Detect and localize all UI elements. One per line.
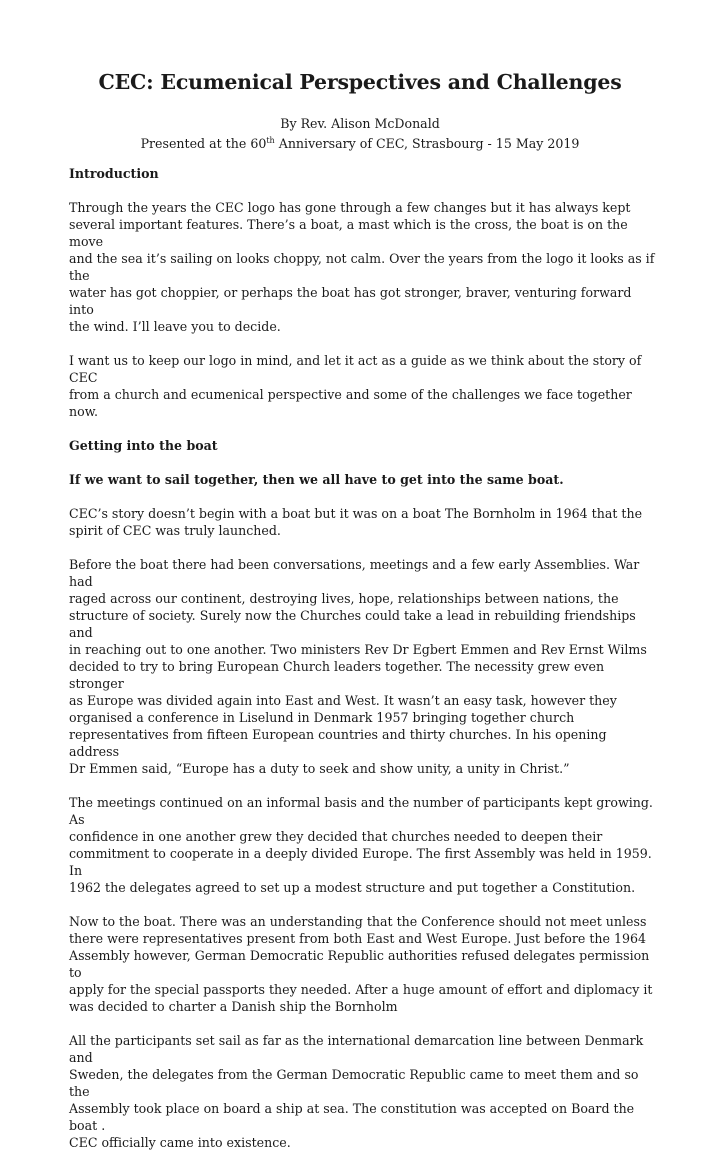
byline xyxy=(69,115,651,152)
presented-suffix: Anniversary of CEC, Strasbourg - 15 May 2019 xyxy=(274,136,580,151)
presented-prefix: Presented at the 60 xyxy=(140,136,267,151)
paragraph: I want us to keep our logo in mind, and let it act as a guide as we think about the story of CEC from a church and ecumenical perspective and some of the challenges we face together now. xyxy=(69,353,642,419)
section-subheading: If we want to sail together, then we all have to get into the same boat. xyxy=(69,472,564,487)
paragraph: CEC’s story doesn’t begin with a boat but it was on a boat The Bornholm in 1964 that the spirit of CEC was truly launched. xyxy=(69,506,643,538)
paragraph: Through the years the CEC logo has gone through a few changes but it has always kept several important features. There’s a boat, a mast which is the cross, the boat is on the move and the sea it’s sailing on looks choppy, not calm. Over the years from the logo it looks as if the water has got choppier, or perhaps the boat has got stronger, braver, venturing forward into the wind. I’ll leave you to decide. xyxy=(69,200,655,334)
author-line: By Rev. Alison McDonald xyxy=(280,116,440,131)
section-heading-introduction: Introduction xyxy=(69,166,159,181)
paragraph: Before the boat there had been conversations, meetings and a few early Assemblies. War had raged across our continent, destroying lives, hope, relationships between nations, the structure of society. Surely now the Churches could take a lead in rebuilding friendships and in reaching out to one another. Two ministers Rev Dr Egbert Emmen and Rev Ernst Wilms decided to try to bring European Church leaders together. The necessity grew even stronger as Europe was divided again into East and West. It wasn’t an easy task, however they organised a conference in Liselund in Denmark 1957 bringing together church representatives from fifteen European countries and thirty churches. In his opening address Dr Emmen said, “Europe has a duty to seek and show unity, a unity in Christ.” xyxy=(69,557,647,776)
paragraph: Now to the boat. There was an understanding that the Conference should not meet unless there were representatives present from both East and West Europe. Just before the 1964 Assembly however, German Democratic Republic authorities refused delegates permission to apply for the special passports they needed. After a huge amount of effort and diplomacy it was decided to charter a Danish ship the Bornholm xyxy=(69,914,653,1014)
section-heading-boat: Getting into the boat xyxy=(69,438,218,453)
paragraph: The meetings continued on an informal basis and the number of participants kept growing. As confidence in one another grew they decided that churches needed to deepen their commitment to cooperate in a deeply divided Europe. The first Assembly was held in 1959. In 1962 the delegates agreed to set up a modest structure and put together a Constitution. xyxy=(69,795,653,895)
ordinal-suffix: th xyxy=(266,136,275,145)
presented-line xyxy=(69,132,651,152)
paragraph: All the participants set sail as far as the international demarcation line between Denmark and Sweden, the delegates from the German Democratic Republic came to meet them and so the Assembly took place on board a ship at sea. The constitution was accepted on Board the boat . CEC officially came into existence. xyxy=(69,1033,644,1150)
document-title: CEC: Ecumenical Perspectives and Challenges xyxy=(98,70,622,94)
